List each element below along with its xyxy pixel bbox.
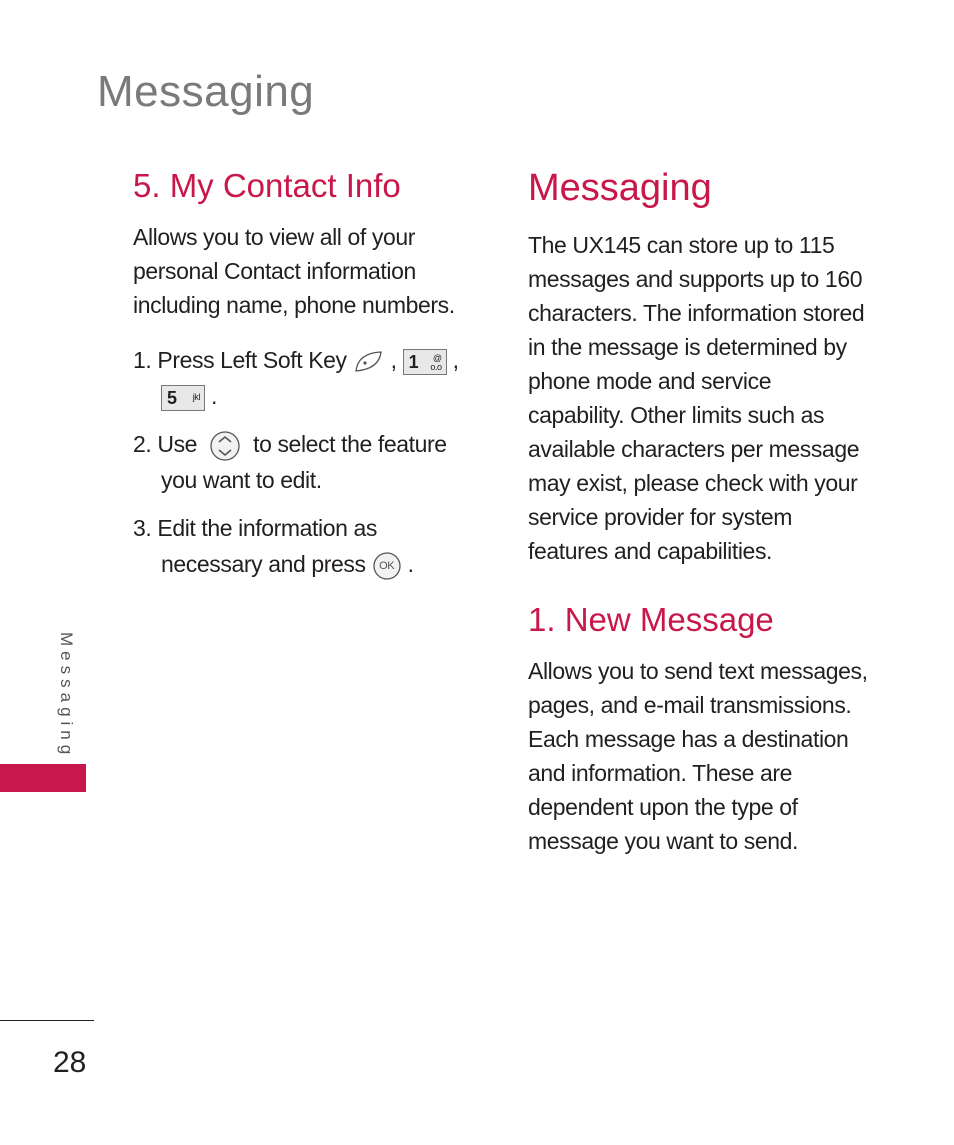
key-5-icon <box>161 385 205 411</box>
footer-divider <box>0 1020 94 1021</box>
new-message-heading: 1. New Message <box>528 600 774 638</box>
step-2-suffix: to select the feature <box>253 431 447 458</box>
step-1-end: . <box>211 383 217 410</box>
key-1-number: 1 <box>408 352 419 373</box>
my-contact-info-heading: 5. My Contact Info <box>133 167 401 204</box>
key-5-letters: jkl <box>192 392 200 403</box>
step-1-separator-2: , <box>452 347 459 374</box>
messaging-heading: Messaging <box>528 167 712 209</box>
step-2-continuation: you want to edit. <box>161 467 322 494</box>
key-1-letters: @ o.o <box>430 353 442 373</box>
my-contact-info-description: Allows you to view all of your personal Contact information including name, phone numbers. <box>133 224 455 319</box>
step-3-continuation <box>133 546 483 582</box>
step-3 <box>133 510 483 582</box>
step-1-continuation <box>133 378 483 414</box>
side-tab-marker <box>0 764 86 792</box>
step-3-text: 3. Edit the information as <box>133 515 378 542</box>
navigation-key-icon <box>209 430 241 462</box>
ok-key-label: OK <box>379 560 395 573</box>
left-soft-key-icon <box>353 349 385 375</box>
key-5-number: 5 <box>167 388 177 409</box>
step-1-separator: , <box>390 347 397 374</box>
step-3-prefix: necessary and press <box>161 551 366 578</box>
new-message-description: Allows you to send text messages, pages, and e-mail transmissions. Each message has a destination and information. These are dependent upon the type of message you want to send. <box>528 658 868 855</box>
right-column <box>528 168 873 858</box>
step-1 <box>133 342 483 414</box>
key-1-icon <box>403 349 447 375</box>
instruction-steps <box>133 342 483 582</box>
messaging-description: The UX145 can store up to 115 messages and supports up to 160 characters. The information stored in the message is determined by phone mode and service capability. Other limits such as available characters per message may exist, please check with your service provider for system features and capabilities. <box>528 231 865 564</box>
page-number: 28 <box>53 1046 87 1079</box>
step-3-end: . <box>407 551 414 578</box>
page-header-title: Messaging <box>97 67 315 116</box>
step-2-text: 2. Use <box>133 431 198 458</box>
left-column <box>133 168 483 594</box>
step-2 <box>133 426 483 498</box>
side-tab-label: Messaging <box>57 632 76 760</box>
step-1-text: 1. Press Left Soft Key <box>133 347 347 374</box>
ok-key-icon <box>372 551 402 581</box>
